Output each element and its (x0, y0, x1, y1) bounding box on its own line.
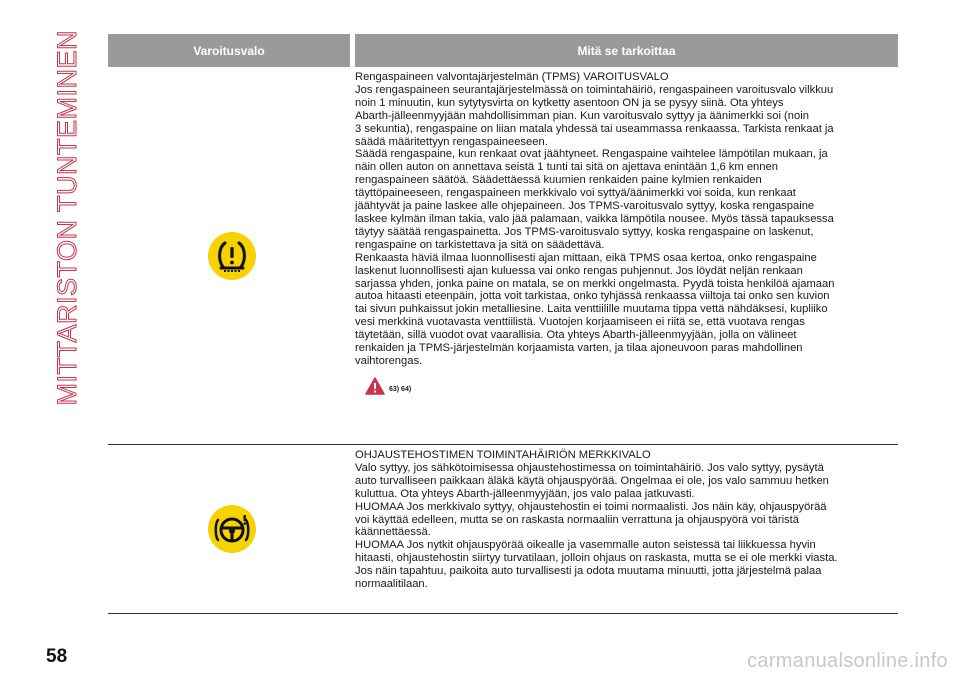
table-header (108, 34, 898, 67)
text-line: HUOMAA Jos nytkit ohjauspyörää oikealle ja vasemmalle auton seistessä tai liikkuessa hyvin (355, 539, 816, 552)
text-line: näin ollen auton on annettava seistä 1 tunti tai sitä on ajettava enintään 1,6 km ennen (355, 161, 778, 174)
text-line: HUOMAA Jos merkkivalo syttyy, ohjaustehostin ei toimi normaalisti. Jos näin käy, ohjauspyörää (355, 500, 827, 513)
header-col-meaning: Mitä se tarkoittaa (355, 34, 898, 67)
icon-cell (108, 67, 355, 444)
meaning-cell (355, 445, 898, 613)
text-line: jäähtyvät ja paine laskee alle ohjepaineen. Jos TPMS-varoitusvalo syttyy, koska rengaspaine (355, 200, 815, 213)
text-line: täytyy säätää rengaspainetta. Jos TPMS-varoitusvalo syttyy, koska rengaspaine on laskenut, (355, 225, 814, 238)
text-line: Säädä rengaspaine, kun renkaat ovat jäähtyneet. Rengaspaine vaihtelee lämpötilan mukaan, ja (355, 148, 828, 161)
text-line: rengaspaine on tarkistettava ja sitä on säädettävä. (355, 238, 605, 251)
text-line: 3 sekuntia), rengaspaine on liian matala yhdessä tai useammassa renkaassa. Tarkista renkaat ja (355, 122, 834, 135)
text-line: tai sivun puhkaissut jokin metalliesine. Laita venttiilille muutama tippa vettä nähdäksesi, kupliiko (355, 303, 828, 316)
text-line: Jos rengaspaineen seurantajärjestelmässä on toimintahäiriö, rengaspaineen varoitusvalo vilkkuu (355, 83, 834, 96)
text-line: sarjassa yhden, jonka paine on matala, se on merkki ongelmasta. Pyydä toista henkilöä ajamaan (355, 277, 835, 290)
text-line: laskee kylmän ilman takia, valo jää palamaan, vaikka lämpötila nousee. Myös tässä tapauksessa (355, 212, 834, 225)
text-line: Jos näin tapahtuu, paikoita auto turvallisesti ja odota muutama minuutti, jotta järjestelmä palaa (355, 565, 822, 578)
text-line: kuluttua. Ota yhteys Abarth-jälleenmyyjään, jos valo palaa jatkuvasti. (355, 487, 695, 500)
icon-cell (108, 445, 355, 613)
text-line: käännettäessä. (355, 526, 431, 539)
table-row (108, 445, 898, 614)
header-col-warning-light: Varoitusvalo (108, 34, 350, 67)
text-line: auto turvalliseen paikkaan äläkä käytä ohjauspyörää. Ongelmaa ei ole, jos valo sammuu hetken (355, 474, 829, 487)
text-line: voi käyttää edelleen, mutta se on raskasta normaaliin verrattuna ja ohjauspyörä voi täristä (355, 513, 800, 526)
steering-fault-icon (208, 505, 256, 553)
warning-ref-numbers: 63) 64) (389, 385, 412, 393)
text-line: laskenut luonnollisesti ajan kuluessa vai onko rengas puhjennut. Jos löydät neljän renkaan (355, 264, 803, 277)
light-title: Rengaspaineen valvontajärjestelmän (TPMS) VAROITUSVALO (355, 71, 669, 83)
text-line: hitaasti, ohjaustehostin siirtyy turvatilaan, jolloin ohjaus on raskasta, mutta se ei ole merkki viasta. (355, 552, 838, 565)
text-line: Valo syttyy, jos sähkötoimisessa ohjaustehostimessa on toimintahäiriö. Jos valo syttyy, pysäytä (355, 461, 824, 474)
text-line: täytetään, sillä vuodot ovat vaarallisia. Ota yhteys Abarth-jälleenmyyjään, jolla on välineet (355, 329, 797, 342)
warning-triangle-icon (365, 377, 385, 395)
text-line: säädä määritettyyn rengaspaineeseen. (355, 135, 548, 148)
watermark-text: carmanualsonline.info (747, 650, 948, 672)
text-line: vaihtorengas. (355, 354, 423, 367)
tpms-warning-icon (208, 232, 256, 280)
light-title: OHJAUSTEHOSTIMEN TOIMINTAHÄIRIÖN MERKKIVALO (355, 449, 651, 461)
section-title-text: MITTARISTON TUNTEMINEN (51, 30, 82, 406)
text-line: vesi merkkinä vuotavasta venttiilistä. Vuotojen korjaamiseen ei riitä se, että vuotava rengas (355, 316, 805, 329)
text-line: täyttöpaineeseen, rengaspaineen merkkivalo voi syttyä/äänimerkki voi soida, kun renkaat (355, 187, 796, 200)
warning-reference (365, 376, 898, 397)
text-line: normaalitilaan. (355, 578, 428, 591)
meaning-cell (355, 67, 898, 444)
side-section-title (51, 30, 82, 406)
text-line: noin 1 minuutin, kun sytytysvirta on kytketty asentoon ON ja se pysyy siinä. Ota yhteys (355, 96, 784, 109)
page-number: 58 (46, 646, 68, 667)
text-line: autoa hitaasti eteenpäin, jotta voit tarkistaa, onko tyhjässä renkaassa viiltoja tai onko sen kuvion (355, 290, 830, 303)
text-line: Renkaasta häviä ilmaa luonnollisesti ajan mittaan, eikä TPMS osaa kertoa, onko rengaspaine (355, 251, 817, 264)
text-line: renkaiden ja TPMS-järjestelmän korjaamista varten, ja tilaa ajoneuvoon paras mahdollinen (355, 342, 803, 355)
table-row (108, 67, 898, 445)
text-line: rengaspaineen säätöä. Säädettäessä kuumien renkaiden paine kylmien renkaiden (355, 174, 762, 187)
text-line: Abarth-jälleenmyyjään mahdollisimman pian. Kun varoitusvalo syttyy ja äänimerkki soi (noin (355, 109, 809, 122)
